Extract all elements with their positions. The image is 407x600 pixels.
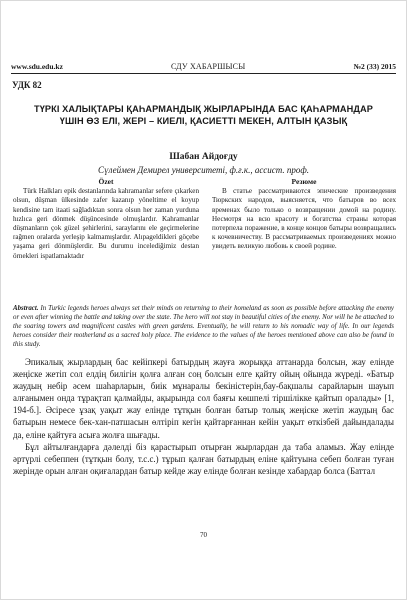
article-title: ТҮРКІ ХАЛЫҚТАРЫ ҚАҺАРМАНДЫҚ ЖЫРЛАРЫНДА БАС ҚАҺАРМАНДАР ҮШІН ӨЗ ЕЛІ, ЖЕРІ – КИЕЛІ, ҚАСИЕТТІ МЕКЕН, АЛТЫН ҚАЗЫҚ xyxy=(33,104,374,126)
header-issue: №2 (33) 2015 xyxy=(353,62,396,71)
ozet-text: Türk Halkları epik destanlarında kahramanlar sefere çıkarken olsun, düşman ülkesinde zafer kazanıp yöneltime el koyup kendisine tam itaati sağladıktan sonra olsun her zaman yurduna hızlıca geri dönmek düşüncesinde olmuşlardır. Kahramanlar düşmanların çok güzel şehirlerini, saraylarını ele geçirmelerine rağmen oralarda yerleşip kalmamışlardır. Alıpageldikleri göçebe yaşama geri dönmüşlerdir. Bu durumu incelediğimiz destan örnekleri ispatlamaktadır xyxy=(13,187,199,260)
abstract-text: In Turkic legends heroes always set their minds on returning to their homeland as soon as possible before attacking the enemy or even after winning the battle and taking over the state. The hero will not stay in beautiful cities of the enemy. Nor will he be attached to the soaring towers and magnificent castles with green gardens. Eventually, he will return to his nomadic way of life. In our legends heroes consider their motherland as a sacred holy place. The evidence to the values of the heroes mentioned above can also be found in this study. xyxy=(13,305,394,348)
body-paragraph-2: Бұл айтылғандарға дәлелді біз қарастырып отырған жырлардан да таба аламыз. Жау елінде әртүрлі себеппен (тұтқын болу, т.с.с.) тұрып қалған батырдың еліне қайтуына себеп болған туған жерінде орын алған оқиғалардан батыр кейде жау елінде болған кезінде хабардар болса (Баттал xyxy=(13,441,394,476)
author-name: Шабан Айдоғду xyxy=(169,152,238,162)
rezyume-heading: Резюме xyxy=(291,177,317,186)
rezyume-column xyxy=(212,177,396,252)
abstract-block xyxy=(13,304,394,349)
page-number: 70 xyxy=(200,531,207,539)
body-paragraph-1: Эпикалық жырлардың бас кейіпкері батырдың жауға жорыққа аттанарда болсын, жау елінде жеңіске жетіп сол елдің билігін қолға алған соң болсын елге қайту ойың ойында жүреді. «Батыр жаудың небір әсем шаһарларын, биік мұнаралы бекіністерін,бау-бақшалы сарайларын шауып алғанымен онда тұрақтап қалмайды, ақырында сол баяғы көшпелі тіршілікке қайтып оралады» [1, 194-б.]. Әсіресе ұзақ уақыт жау елінде тұтқын болған батыр толық жеңіске жетіп жаудың бас батырын немесе бек-хан-патшасын өлтіріп кегін қайтарғаннан кейін уақыт өткізбей дайындалады да, еліне қайтуға асыға жолға шығады. xyxy=(13,357,394,440)
ozet-column xyxy=(13,177,199,261)
author-affiliation: Сүлеймен Демирел университеті, ф.ғ.к., ассист. проф. xyxy=(97,165,310,175)
header-journal: СДУ ХАБАРШЫСЫ xyxy=(170,62,246,71)
header-site: www.sdu.edu.kz xyxy=(11,62,63,71)
ozet-heading: Özet xyxy=(98,177,114,186)
header-rule xyxy=(11,73,396,74)
running-header xyxy=(11,59,396,71)
abstract-label: Abstract. xyxy=(13,305,39,312)
body-text xyxy=(13,356,394,477)
udk-code: УДК 82 xyxy=(12,80,42,90)
rezyume-text: В статье рассматриваются эпические произведения Тюркских народов, выясняется, что батыров во всех временах было только о возвращении домой на родину. Несмотря на всю красоту и богатства страны которая потерпела поражение, в конце концов батыры возвращались к кочевничеству. В рассматриваемых произведениях можно увидеть великую любовь к своей родине. xyxy=(212,187,396,251)
